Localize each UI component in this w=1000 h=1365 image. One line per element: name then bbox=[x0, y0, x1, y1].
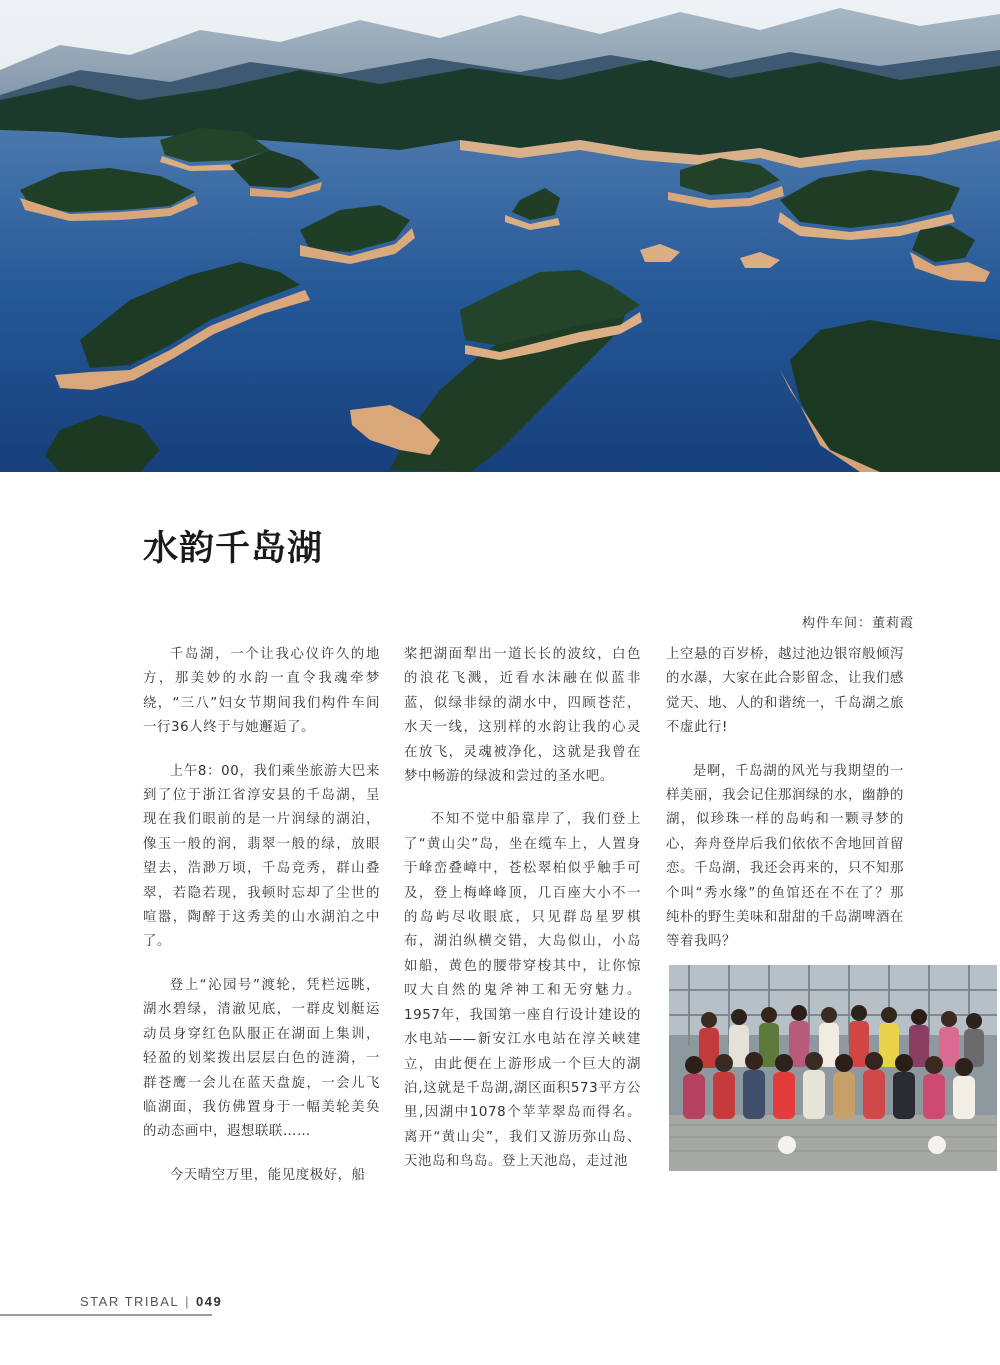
paragraph: 千岛湖，一个让我心仪许久的地方，那美妙的水韵一直令我魂牵梦绕，“三八”妇女节期间我们构件车间一行36人终于与她邂逅了。 bbox=[143, 647, 380, 736]
paragraph: 今天晴空万里，能见度极好，船 bbox=[169, 1167, 366, 1183]
text-column-3 bbox=[666, 643, 904, 974]
text-column-2 bbox=[404, 643, 641, 1194]
hero-lake-photo bbox=[0, 0, 1000, 472]
footer-separator: | bbox=[185, 1294, 190, 1309]
paragraph: 桨把湖面犁出一道长长的波纹，白色的浪花飞溅，近看水沫融在似蓝非蓝，似绿非绿的湖水中，四顾苍茫，水天一线，这别样的水韵让我的心灵在放飞，灵魂被净化，这就是我曾在梦中畅游的绿波和尝过的圣水吧。 bbox=[404, 647, 641, 785]
magazine-name: STAR TRIBAL bbox=[80, 1294, 180, 1309]
paragraph: 上午8：00，我们乘坐旅游大巴来到了位于浙江省淳安县的千岛湖，呈现在我们眼前的是一片润绿的湖泊，像玉一般的润，翡翠一般的绿，放眼望去，浩渺万顷，千岛竞秀，群山叠翠，若隐若现，我顿时忘却了尘世的喧嚣，陶醉于这秀美的山水湖泊之中了。 bbox=[143, 763, 380, 950]
group-photo bbox=[669, 965, 997, 1171]
paragraph: 登上“沁园号”渡轮，凭栏远眺，湖水碧绿，清澈见底，一群皮划艇运动员身穿红色队服正在湖面上集训，轻盈的划桨拨出层层白色的涟漪，一群苍鹰一会儿在蓝天盘旋，一会儿飞临湖面，我仿佛置身于一幅美轮美奂的动态画中，遐想联联…… bbox=[143, 977, 380, 1140]
footer-rule bbox=[0, 1314, 212, 1316]
page-number: 049 bbox=[196, 1294, 223, 1309]
article-byline: 构件车间：董莉霞 bbox=[801, 616, 914, 631]
paragraph: 不知不觉中船靠岸了，我们登上了“黄山尖”岛，坐在缆车上，人置身于峰峦叠嶂中，苍松翠柏似乎触手可及，登上梅峰峰顶，几百座大小不一的岛屿尽收眼底，只见群岛星罗棋布，湖泊纵横交错，大岛似山，小岛如船，黄色的腰带穿梭其中，让你惊叹大自然的鬼斧神工和无穷魅力。1957年，我国第一座自行设计建设的水电站——新安江水电站在淳关峡建立，由此便在上游形成一个巨大的湖泊,这就是千岛湖,湖区面积573平方公里,因湖中1078个苹苹翠岛而得名。离开“黄山尖”，我们又游历弥山岛、天池岛和鸟岛。登上天池岛，走过池 bbox=[404, 812, 641, 1170]
paragraph: 是啊，千岛湖的风光与我期望的一样美丽，我会记住那润绿的水，幽静的湖，似珍珠一样的岛屿和一颗寻梦的心，奔舟登岸后我们依依不舍地回首留恋。千岛湖，我还会再来的，只不知那个叫“秀水缘”的鱼馆还在不在了？那纯朴的野生美味和甜甜的千岛湖啤酒在等着我吗？ bbox=[666, 763, 904, 950]
page-footer bbox=[80, 1294, 222, 1309]
article-title: 水韵千岛湖 bbox=[143, 529, 324, 569]
text-column-1 bbox=[143, 643, 380, 1207]
paragraph: 上空悬的百岁桥，越过池边银帘般倾泻的水瀑，大家在此合影留念，让我们感觉天、地、人的和谐统一，千岛湖之旅不虚此行! bbox=[666, 647, 904, 736]
